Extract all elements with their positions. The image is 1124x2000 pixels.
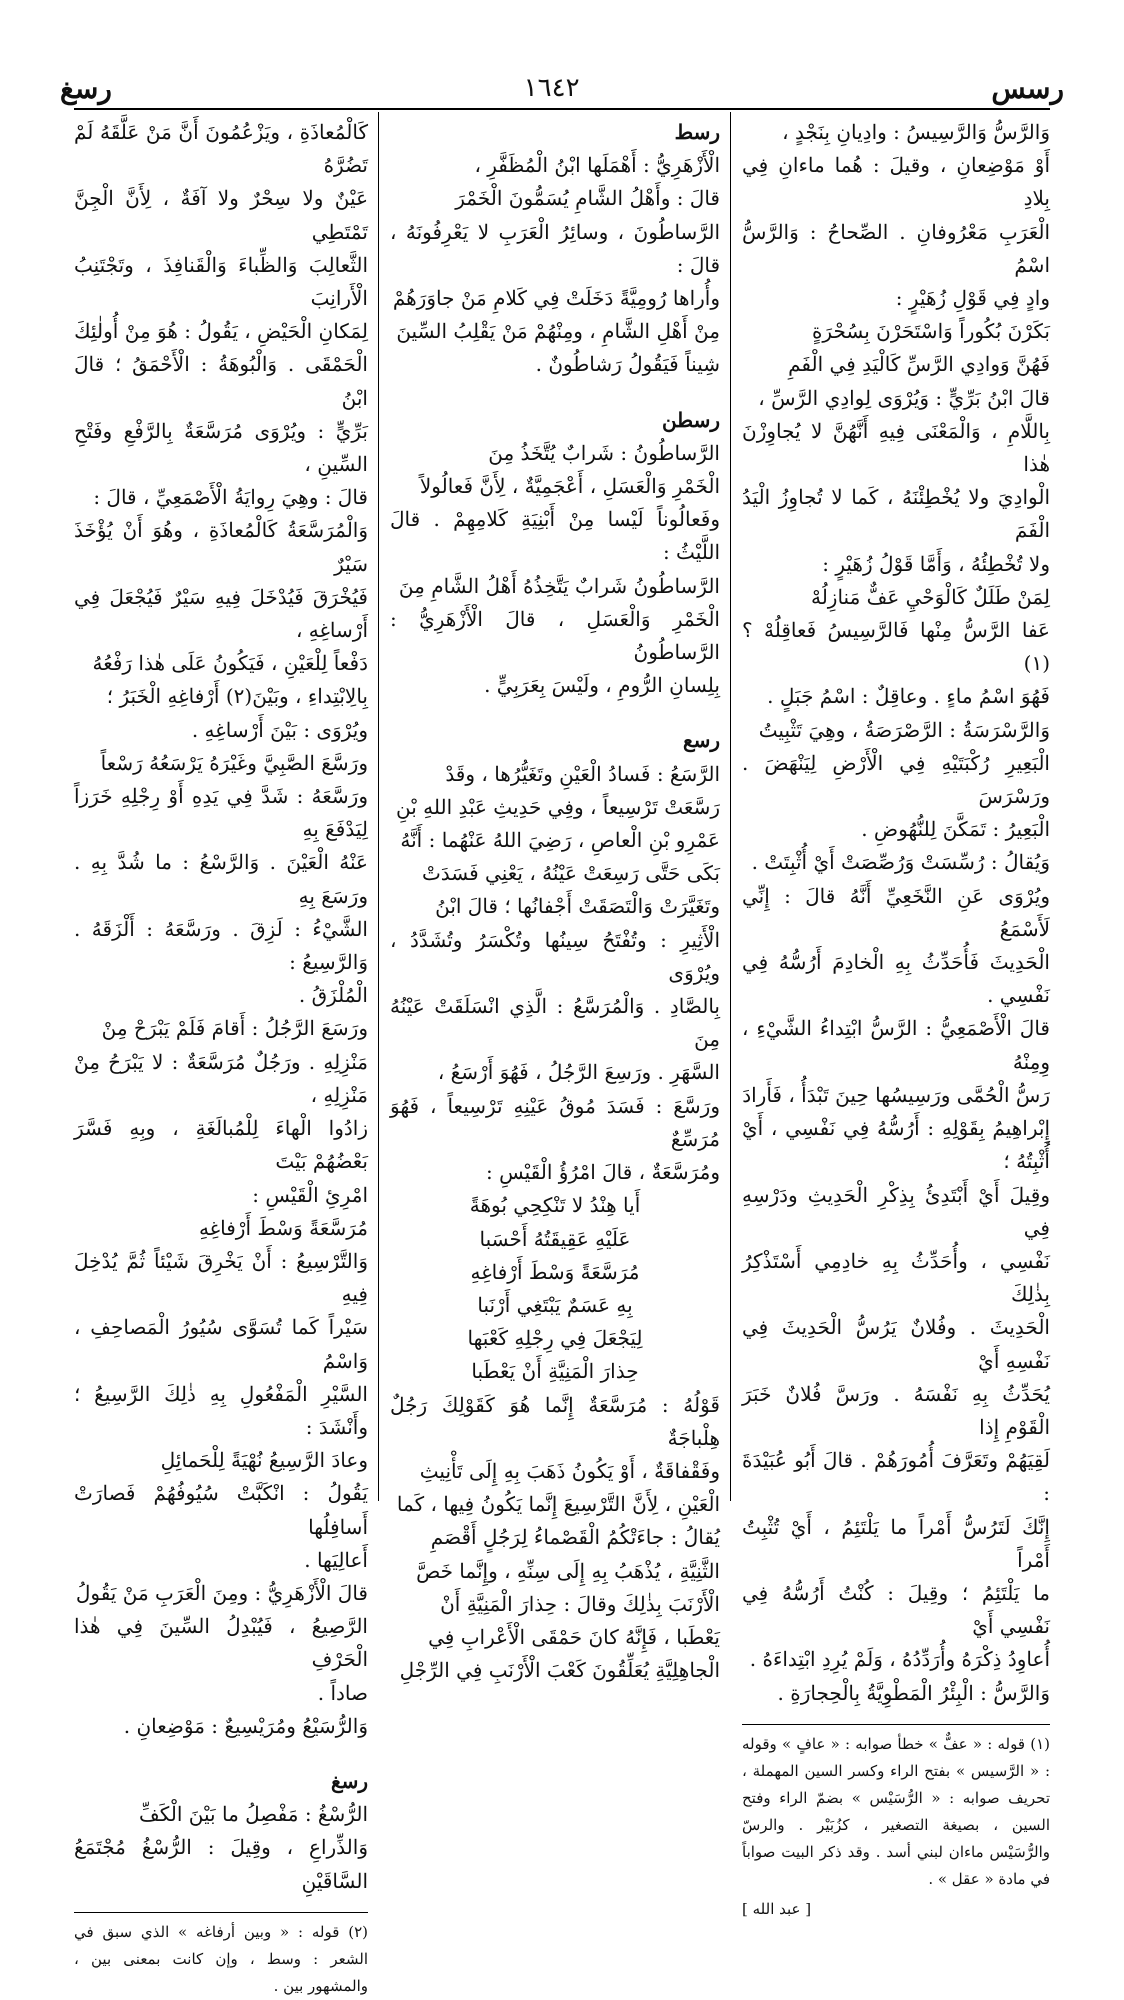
entry-rasa-continuation [390, 1389, 720, 1688]
column-middle [390, 116, 720, 1683]
text-line: ورَسَعَ الرَّجُلُ : أَقامَ فَلَمْ يَبْرَحْ مِنْ [101, 1016, 368, 1041]
entry-rasgh-text [74, 1798, 368, 1898]
column-left [74, 116, 368, 1995]
text-line: لِمَنْ طَلَلٌ كَالْوَحْيِ عَفٌّ مَنازِلُهْ [810, 584, 1050, 609]
text-line: الرَّساطُونُ : شَرابٌ يُتَّخَذُ مِنَ [488, 440, 720, 465]
text-line: وَالرَّسْرَسَةُ : الرَّصْرَصَةُ ، وهِيَ تَثْبِيتُ [758, 717, 1050, 742]
text-line: بِهِ عَسَمٌ يَبْتَغِي أَرْنَبا [477, 1292, 633, 1317]
text-line: الْعَيْنِ ، لِأَنَّ التَّرْسِيعَ إِنَّما يَكُونُ فِيها ، كَما [396, 1492, 720, 1517]
text-line: نَفْسِي ، وأُحَدِّثُ بِهِ خادِمِي أَسْتَذْكِرُ بِذٰلِكَ [742, 1248, 1050, 1307]
text-line: أَيا هِنْدُ لا تَنْكِحِي بُوهَةً [469, 1193, 641, 1218]
text-line: سَيْراً كَما تُسَوَّى سُيُورُ الْمَصاحِفِ ، وَاسْمُ [74, 1315, 368, 1373]
text-line: وادٍ فِي قَوْلِ زُهَيْرٍ : [895, 286, 1050, 311]
text-line: ويُرْوَى : بَيْنَ أَرْساغِهِ . [191, 717, 368, 742]
text-line: قَوْلُهُ : مُرَسَّعَةٌ إِنَّما هُوَ كَقَوْلِكَ رَجُلٌ هِلْباجَةٌ [390, 1392, 720, 1450]
text-line: مَنْزِلِهِ . ورَجُلٌ مُرَسَّعَةٌ : لا يَبْرَحُ مِنْ مَنْزِلِهِ ، [74, 1049, 368, 1107]
text-line: وَالرُّسَيْعُ ومُرَيْسِيعٌ : مَوْضِعانِ . [123, 1713, 368, 1738]
text-line: قالَ : وهِيَ رِوايَةُ الْأَصْمَعِيِّ ، قالَ : [93, 485, 368, 510]
column-divider-right [730, 112, 731, 1501]
header-root-right: رسس [991, 71, 1064, 105]
text-line: وَالذِّراعِ ، وقِيلَ : الرُّسْغُ مُجْتَمَعُ السَّاقَيْنِ [74, 1835, 368, 1893]
text-line: الْحَدِيثَ . وفُلانٌ يَرُسُّ الْحَدِيثَ فِي نَفْسِهِ أَيْ [742, 1315, 1050, 1373]
text-line: كَالْمُعاذَةِ ، ويَزْعُمُونَ أَنَّ مَنْ عَلَّقَهُ لَمْ تَضُرَّهُ [74, 120, 368, 178]
text-line: الْأَزْهَرِيُّ : أَهْمَلَها ابْنُ الْمُظَفَّرِ ، [474, 153, 720, 178]
poem-verses [390, 1189, 720, 1388]
text-line: الشَّيْءُ : لَزِقَ . ورَسَّعَهُ : أَلْزَقَهُ . وَالرَّسِيعُ : [74, 916, 368, 975]
text-line: زادُوا الْهاءَ لِلْمُبالَغَةِ ، وبِهِ فَسَّرَ بَعْضُهُمْ بَيْتَ [74, 1116, 368, 1174]
text-line: امْرِئِ الْقَيْسِ : [252, 1182, 368, 1207]
text-line: لِيَجْعَلَ فِي رِجْلِهِ كَعْبَها [467, 1326, 643, 1351]
text-line: الثَّعالِبَ وَالظِّباءَ وَالْقَنافِذَ ، وتَجْتَنِبُ الْأَرانِبَ [74, 252, 368, 311]
text-line: ورَسَّعَ الصَّبِيَّ وغَيْرَهُ يَرْسَعُهُ رَسْعاً [100, 750, 368, 775]
text-line: الْعَرَبِ مَعْرُوفانِ . الصِّحاحُ : وَالرَّسُّ اسْمُ [742, 219, 1050, 277]
text-line: الرُّسْغُ : مَفْصِلُ ما بَيْنَ الْكَفِّ [139, 1802, 368, 1827]
text-line: بِلِسانِ الرُّومِ ، ولَيْسَ بِعَرَبِيٍّ . [484, 673, 720, 698]
entry-rastan-text [390, 437, 720, 703]
text-line: الْحَدِيثَ فَأُحَدِّثُ بِهِ الْخادِمَ أَرُسُّهُ فِي نَفْسِي . [742, 950, 1050, 1008]
text-line: يُحَدِّثُ بِهِ نَفْسَهُ . ورَسَّ فُلانٌ خَبَرَ الْقَوْمِ إِذا [742, 1381, 1050, 1439]
text-line: بِالصَّادِ . وَالْمُرَسَّعُ : الَّذِي انْسَلَقَتْ عَيْنُهُ مِنَ [390, 994, 720, 1052]
text-line: ورَسَّعَ : فَسَدَ مُوقُ عَيْنِهِ تَرْسِيعاً ، فَهُوَ مُرَسِّعٌ [390, 1093, 720, 1151]
column-right-text [742, 116, 1050, 1710]
text-line: الْخَمْرِ وَالْعَسَلِ ، قالَ الْأَزْهَرِيُّ : الرَّساطُونُ [390, 606, 720, 665]
text-line: الْحَمْقَى . وَالْبُوهَةُ : الْأَحْمَقُ ؛ قالَ ابْنُ [74, 352, 368, 410]
text-line: دَفْعاً لِلْعَيْنِ ، فَيَكُونُ عَلَى هٰذا رَفْعُهُ [92, 651, 368, 676]
text-line: الْخَمْرِ وَالْعَسَلِ ، أَعْجَمِيَّةٌ ، لِأَنَّ فَعالُولاً [419, 474, 720, 499]
text-line: أَوْ مَوْضِعانِ ، وقيلَ : هُما ماءانِ فِي بِلادِ [742, 153, 1050, 211]
text-line: يَعْطَبا ، فَإِنَّهُ كانَ حَمْقَى الْأَعْرابِ فِي [428, 1624, 720, 1649]
text-line: إِنَّكَ لَتَرُسُّ أَمْراً ما يَلْتَئِمُ ، أَيْ تُثْبِتُ أَمْراً [742, 1514, 1050, 1572]
text-line: يَقُولُ : انْكَبَّتْ سُيُوفُهُمْ فَصارَتْ أَسافِلُها [74, 1481, 368, 1539]
text-line: فَهُنَّ وَوادِي الرَّسِّ كَالْيَدِ فِي الْفَمِ [788, 352, 1050, 377]
text-line: صاداً . [317, 1680, 368, 1705]
text-line: عَيْنٌ ولا سِحْرٌ ولا آفَةٌ ، لِأَنَّ الْجِنَّ تَمْتَطِي [74, 186, 368, 244]
text-line: أَعالِيَها . [304, 1547, 368, 1572]
header-rule [74, 108, 1050, 110]
column-divider-left [378, 112, 379, 1501]
entry-rasa [390, 724, 720, 757]
entry-rast [390, 116, 720, 149]
text-line: أُعاوِدُ ذِكْرَهُ وأُرَدِّدُهُ ، وَلَمْ يُرِدِ ابْتِداءَهُ . [749, 1647, 1050, 1672]
entry-rastan [390, 404, 720, 437]
text-line: قالَ الْأَصْمَعِيُّ : الرَّسُّ ابْتِداءُ الشَّيْءِ ، وِمِنْهُ [742, 1016, 1050, 1074]
editor-mark: [ عبد الله ] [742, 1899, 812, 1918]
text-line: رَسُّ الْحُمَّى ورَسِيسُها حِينَ تَبْدَأُ ، فَأَرادَ [742, 1082, 1050, 1107]
text-line: مُرَسَّعَةً وَسْطَ أَرْفاغِهِ [470, 1259, 640, 1284]
text-line: بِالِابْتِداءِ ، وبَيْنَ(٢) أَرْفاغِهِ الْخَبَرُ ؛ [106, 684, 368, 709]
text-line: الْبَعِيرُ : تَمَكَّنَ لِلنُّهُوضِ . [861, 817, 1050, 842]
text-line: وَالْمُرَسَّعَةُ كَالْمُعاذَةِ ، وهُوَ أَنْ يُؤْخَذَ سَيْرٌ [74, 518, 368, 576]
text-line: فَيُخْرَقَ فَيُدْخَلَ فِيهِ سَيْرٌ فَيُجْعَلَ فِي أَرْساغِهِ ، [74, 584, 368, 643]
entry-rasa-text [390, 758, 720, 1190]
entry-title-rast: رسط [674, 120, 720, 144]
text-line: الثَّنِيَّةِ ، يُذْهَبُ بِهِ إِلَى سِنِّهِ ، وإِنَّما خَصَّ [416, 1558, 720, 1583]
text-line: عَلَيْهِ عَقِيقَتُهُ أَحْسَبا [479, 1226, 631, 1251]
text-line: ولا تُخْطِئُهُ ، وَأَمَّا قَوْلُ زُهَيْرٍ : [822, 551, 1050, 576]
text-line: الرَّساطُونَ ، وسائِرُ الْعَرَبِ لا يَعْرِفُونَهُ ، قالَ : [390, 219, 720, 277]
header-root-left: رسغ [60, 71, 112, 105]
text-line: وتَغَيَّرَتْ وَالْتَصَقَتْ أَجْفانُها ؛ قالَ ابْنُ [435, 894, 720, 919]
text-line: الرَّساطُونُ شَرابٌ يَتَّخِذُهُ أَهْلُ الشَّامِ مِنَ [398, 573, 720, 598]
text-line: الْأَثِيرِ : وتُفْتَحُ سِينُها وتُكْسَرُ وتُشَدَّدُ ، ويُرْوَى [390, 927, 720, 985]
text-line: وفَعالُوناً لَيْسا مِنْ أَبْنِيَةِ كَلامِهِمْ . قالَ اللَّيْثُ : [390, 507, 720, 565]
text-line: بَكَى حَتَّى رَسِعَتْ عَيْنُهُ ، يَعْنِي فَسَدَتْ [421, 861, 720, 886]
entry-rasgh [74, 1765, 368, 1798]
text-line: لِمَكانِ الْحَيْضِ ، يَقُولُ : هُوَ مِنْ أُولٰئِكَ [74, 319, 368, 344]
text-line: بِاللَّامِ ، وَالْمَعْنَى فِيهِ أَنَّهُنَّ لا يُجاوِزْنَ هٰذا [742, 418, 1050, 477]
text-line: قالَ ابْنُ بَرِّيٍّ : وَيُرْوَى لِوادِي الرَّسِّ ، [758, 385, 1050, 410]
text-line: الرَّسَعُ : فَسادُ الْعَيْنِ وتَغَيُّرُها ، وقَدْ [445, 761, 720, 786]
text-line: حِذارَ الْمَنِيَّةِ أَنْ يَعْطَبا [471, 1359, 639, 1384]
footnote-2: (٢) قوله : « وبين أرفاغه » الذي سبق في الشعر : وسط ، وإن كانت بمعنى بين ، والمشهور بين . [74, 1922, 368, 1995]
text-line: الْأَرْنَبَ بِذٰلِكَ وقالَ : حِذارَ الْمَنِيَّةِ أَنْ [440, 1591, 720, 1616]
text-line: يُقالُ : جاءَتْكُمُ الْقَصْماءُ لِرَجُلٍ أَقْصَمِ [430, 1525, 720, 1550]
text-line: الْمُلْزَقُ . [298, 983, 368, 1008]
column-right [742, 116, 1050, 1918]
text-line: وعادَ الرَّسِيعُ نُهْيَةً لِلْحَمائِلِ [160, 1448, 368, 1473]
text-line: وَالرَّسُّ : الْبِئْرُ الْمَطْوِيَّةُ بِالْحِجارَةِ . [777, 1680, 1050, 1705]
footnote-rule [742, 1724, 1050, 1725]
text-line: وقِيلَ أَيْ أَبْتَدِئُ بِذِكْرِ الْحَدِيثِ ودَرْسِهِ فِي [742, 1182, 1050, 1240]
text-line: بَكَرْنَ بُكُوراً وَاسْتَحَرْنَ بِسُحْرَةٍ [811, 319, 1050, 344]
text-line: السَّيْرِ الْمَفْعُولِ بِهِ ذٰلِكَ الرَّسِيعُ ؛ وأَنْشَدَ : [74, 1381, 368, 1439]
text-line: ما يَلْتَئِمُ ؛ وقِيلَ : كُنْتُ أَرُسُّهُ فِي نَفْسِي أَيْ [742, 1580, 1050, 1639]
text-line: قالَ : وأَهْلُ الشَّامِ يُسَمُّونَ الْخَمْرَ [455, 186, 720, 211]
footnote-rule-left [74, 1912, 368, 1913]
text-line: شِيناً فَيَقُولُ رَشاطُونٌ . [535, 352, 720, 377]
entry-title-rasgh: رسغ [330, 1768, 368, 1793]
entry-rast-text [390, 149, 720, 381]
entry-title-rastan: رسطن [661, 407, 720, 432]
text-line: الْبَعِيرِ رُكْبَتَيْهِ فِي الْأَرْضِ لِيَنْهَضَ . ورَسْرَسَ [742, 750, 1050, 809]
text-line: الرَّصِيعُ ، فَيُبْدِلُ السِّينَ فِي هٰذا الْحَرْفِ [74, 1614, 368, 1672]
text-line: وَالتَّرْسِيعُ : أَنْ يَخْرِقَ شَيْئاً ثُمَّ يُدْخِلَ فِيهِ [74, 1248, 368, 1307]
footnote-1: (١) قوله : « عفٌّ » خطأ صوابه : « عافٍ » وقوله : « الرَّسيس » بفتح الراء وكسر السين المهملة ، تحريف صوابه : « الرُّسَيْس » بضمّ الراء وفتح السين ، بصيغة التصغير ، كزُبَيْر . والرسّ والرُّسَيْس ماءان لبني أسد . وقد ذكر البيت صواباً في مادة « عقل » . [742, 1734, 1050, 1888]
text-line: عَمْرِو بْنِ الْعاصِ ، رَضِيَ اللهُ عَنْهُما : أَنَّهُ [400, 828, 720, 853]
text-line: قالَ الْأَزْهَرِيُّ : ومِنَ الْعَرَبِ مَنْ يَقُولُ [75, 1580, 368, 1605]
text-line: مُرَسَّعَةً وَسْطَ أَرْفاغِهِ [198, 1215, 368, 1240]
text-line: السَّهَرِ . ورَسِعَ الرَّجُلُ ، فَهُوَ أَرْسَعُ ، [437, 1060, 720, 1085]
text-line: عَنْهُ الْعَيْنَ . وَالرَّسْعُ : ما شُدَّ بِهِ . ورَسَعَ بِهِ [74, 850, 368, 908]
text-line: ورَسَّعَهُ : شَدَّ فِي يَدِهِ أَوْ رِجْلِهِ خَرَزاً لِيَدْفَعَ بِهِ [74, 784, 368, 842]
text-line: وَالرَّسُّ وَالرَّسِيسُ : وادِيانِ بِنَجْدٍ ، [782, 120, 1050, 144]
entry-title-rasa: رسع [682, 728, 720, 753]
text-line: فَهُوَ اسْمُ ماءٍ . وعاقِلٌ : اسْمُ جَبَلٍ . [767, 684, 1050, 709]
text-line: وَيُقالُ : رُسِّسَتْ وَرُصِّصَتْ أَيْ أُثْبِتَتْ . [751, 850, 1050, 875]
text-line: عَفا الرَّسُّ مِنْها فَالرَّسِيسُ فَعاقِلُهْ ؟(١) [742, 618, 1050, 676]
text-line: إِبْراهِيمُ بِقَوْلِهِ : أَرُسُّهُ فِي نَفْسِي ، أَيْ أُثْبِتُهُ ؛ [742, 1116, 1050, 1174]
text-line: ويُرْوَى عَنِ النَّخَعِيِّ أَنَّهُ قالَ : إِنِّي لَأَسْمَعُ [742, 883, 1050, 941]
page-header [60, 70, 1064, 106]
text-line: وأُراها رُومِيَّةً دَخَلَتْ فِي كَلامِ مَنْ جاوَرَهُمْ [392, 286, 720, 311]
page-number: ١٦٤٢ [523, 73, 580, 103]
text-line: ومُرَسَّعَةٌ ، قالَ امْرُؤُ الْقَيْسِ : [486, 1160, 720, 1185]
text-line: بَرِّيٍّ : ويُرْوَى مُرَسَّعَةٌ بِالرَّفْعِ وفَتْحِ السِّينِ ، [74, 418, 368, 477]
text-line: الْوادِيَ ولا يُخْطِئْنَهُ ، كَما لا تُجاوِزُ الْيَدُ الْفَمَ [742, 485, 1050, 543]
text-line: الْجاهِلِيَّةِ يُعَلِّقُونَ كَعْبَ الْأَرْنَبِ فِي الرِّجْلِ [399, 1658, 720, 1683]
column-left-text [74, 116, 368, 1743]
text-line: مِنْ أَهْلِ الشَّامِ ، ومِنْهُمْ مَنْ يَقْلِبُ السِّينَ [396, 319, 720, 344]
text-line: لَقِيَهُمْ وتَعَرَّفَ أُمُورَهُمْ . قالَ أَبُو عُبَيْدَةَ : [742, 1448, 1050, 1506]
text-line: رَسَّعَتْ تَرْسِيعاً ، وفِي حَدِيثِ عَبْدِ اللهِ بْنِ [395, 794, 720, 819]
text-line: وفَقْفاقَةٌ ، أَوْ يَكُونُ ذَهَبَ بِهِ إِلَى تَأْنِيثِ [419, 1458, 720, 1483]
